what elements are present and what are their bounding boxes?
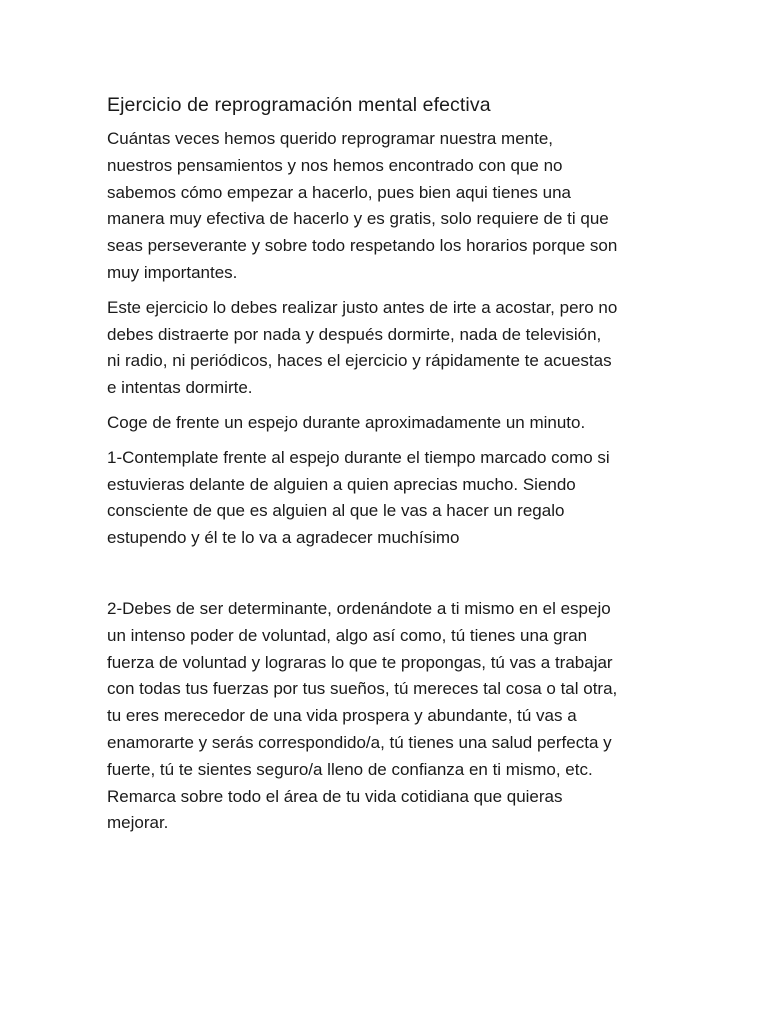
paragraph-step-2: 2-Debes de ser determinante, ordenándote a ti mismo en el espejo un intenso poder de voluntad, algo así como, tú tienes una gran fuerza de voluntad y lograras lo que te propongas, tú vas a trabajar con todas tus fuerzas por tus sueños, tú mereces tal cosa o tal otra, tu eres merecedor de una vida prospera y abundante, tú vas a enamorarte y serás correspondido/a, tú tienes una salud perfecta y fuerte, tú te sientes seguro/a lleno de confianza en ti mismo, etc. Remarca sobre todo el área de tu vida cotidiana que quieras mejorar. (107, 598, 618, 833)
paragraph-mirror: Coge de frente un espejo durante aproximadamente un minuto. (107, 412, 586, 432)
paragraph-gap (107, 560, 667, 596)
paragraph-intro: Cuántas veces hemos querido reprogramar nuestra mente, nuestros pensamientos y nos hemos encontrado con que no sabemos cómo empezar a hacerlo, pues bien aqui tienes una manera muy efectiva de hacerlo y es gratis, solo requiere de ti que seas perseverante y sobre todo respetando los horarios porque son muy importantes. (107, 129, 618, 282)
document-title: Ejercicio de reprogramación mental efectiva (107, 94, 491, 116)
document-body (107, 92, 667, 845)
paragraph-timing: Este ejercicio lo debes realizar justo antes de irte a acostar, pero no debes distraerte por nada y después dormirte, nada de televisión, ni radio, ni periódicos, haces el ejercicio y rápidamente te acuestas e intentas dormirte. (107, 297, 618, 398)
paragraph-step-1: 1-Contemplate frente al espejo durante el tiempo marcado como si estuvieras delante de alguien a quien aprecias mucho. Siendo consciente de que es alguien al que le vas a hacer un regalo estupendo y él te lo va a agradecer muchísimo (107, 447, 610, 548)
